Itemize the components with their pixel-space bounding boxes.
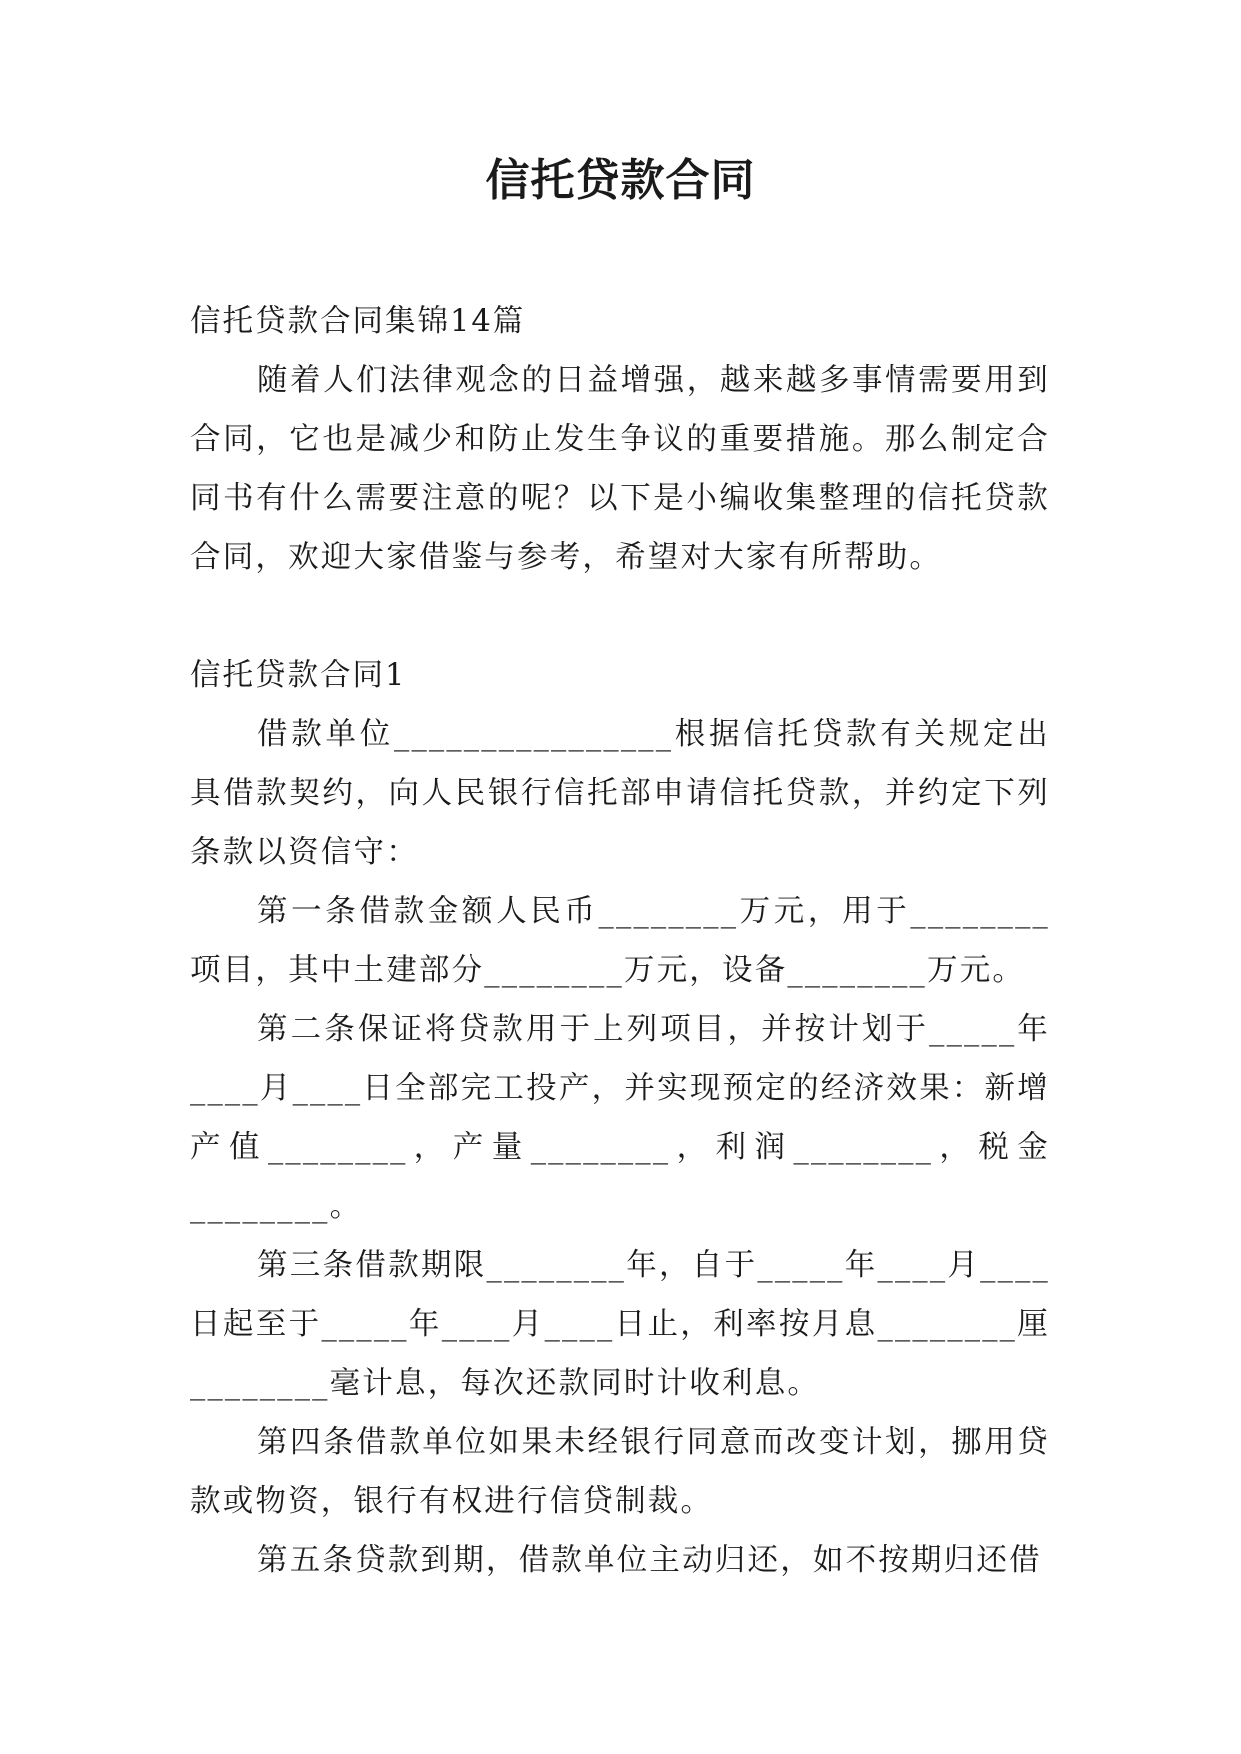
- paragraph-article-3: 第三条借款期限________年，自于_____年____月____日起至于_____年____月____日止，利率按月息________厘________毫计息，每次还款同时计收利息。: [190, 1248, 1050, 1401]
- section-heading: 信托贷款合同1: [190, 658, 407, 693]
- collection-heading: 信托贷款合同集锦14篇: [190, 304, 526, 339]
- intro-paragraph: 随着人们法律观念的日益增强，越来越多事情需要用到合同，它也是减少和防止发生争议的重要措施。那么制定合同书有什么需要注意的呢？以下是小编收集整理的信托贷款合同，欢迎大家借鉴与参考，希望对大家有所帮助。: [190, 363, 1050, 575]
- paragraph-article-5: 第五条贷款到期，借款单位主动归还，如不按期归还借: [257, 1543, 1042, 1578]
- paragraph-article-4: 第四条借款单位如果未经银行同意而改变计划，挪用贷款或物资，银行有权进行信贷制裁。: [190, 1425, 1050, 1519]
- section-spacer: [190, 587, 1050, 646]
- document-body: [190, 292, 1050, 1590]
- document-title: 信托贷款合同: [485, 155, 756, 206]
- paragraph-borrower: 借款单位________________根据信托贷款有关规定出具借款契约，向人民银行信托部申请信托贷款，并约定下列条款以资信守：: [190, 717, 1050, 870]
- paragraph-article-1: 第一条借款金额人民币________万元，用于________项目，其中土建部分________万元，设备________万元。: [190, 894, 1050, 988]
- paragraph-article-2: 第二条保证将贷款用于上列项目，并按计划于_____年____月____日全部完工投产，并实现预定的经济效果：新增产值________，产量________，利润________，税金________。: [190, 1012, 1050, 1224]
